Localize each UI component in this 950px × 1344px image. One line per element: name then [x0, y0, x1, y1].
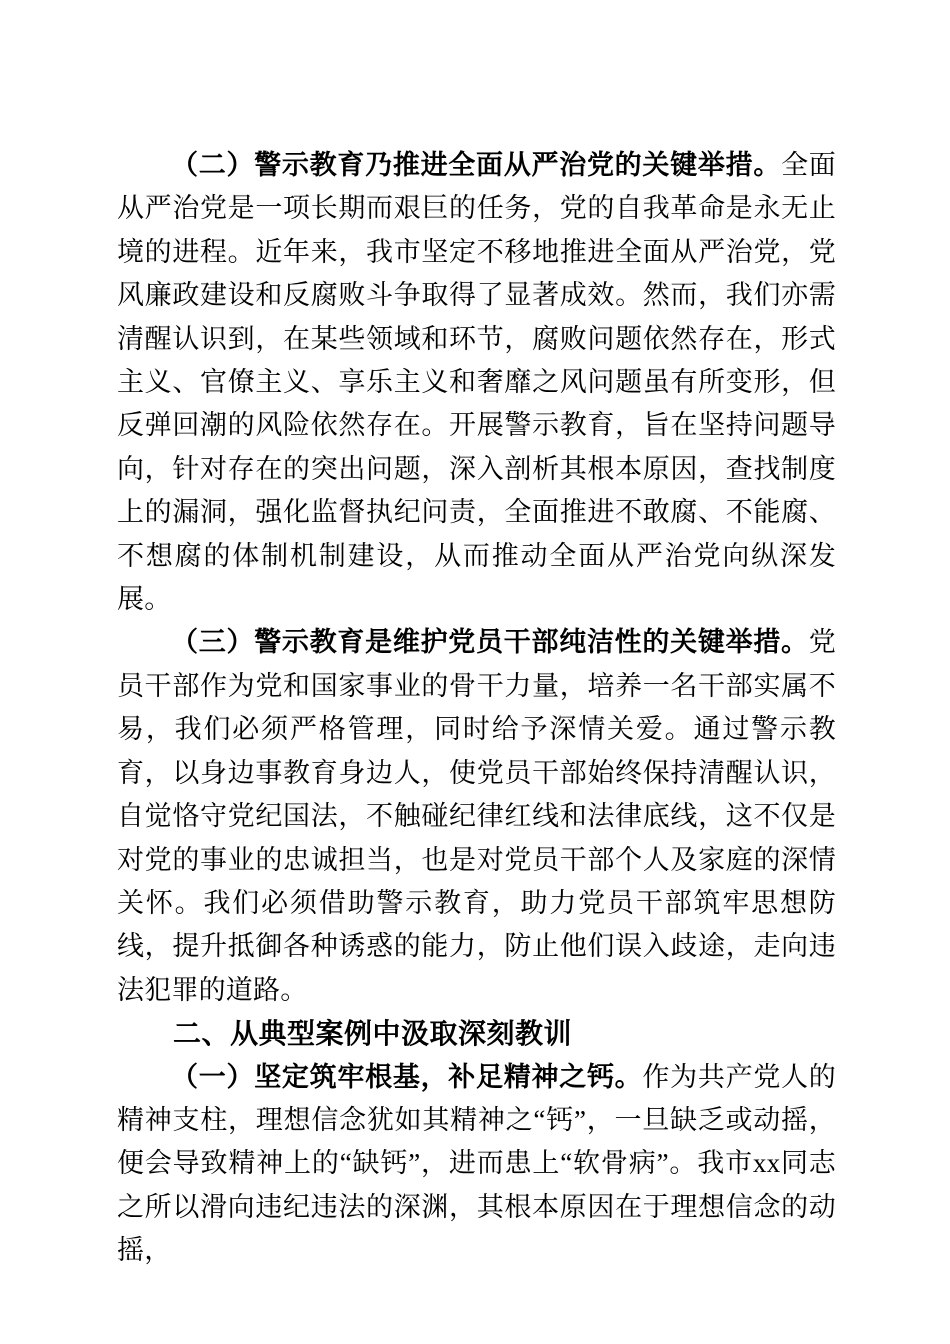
paragraph-lead: （一）坚定筑牢根基，补足精神之钙。	[171, 1061, 643, 1092]
section-heading: 二、从典型案例中汲取深刻教训	[173, 1018, 573, 1050]
paragraph	[117, 144, 836, 621]
document-content	[117, 144, 836, 1273]
paragraph	[117, 1056, 836, 1273]
paragraph-lead: （二）警示教育乃推进全面从严治党的关键举措。	[171, 150, 782, 180]
paragraph-text: 作为共产党人的精神支柱，理想信念犹如其精神之“钙”，一旦缺乏或动摇，便会导致精神上的“缺钙”，进而患上“软骨病”。我市xx同志之所以滑向违纪违法的深渊，其根本原因在于理想信念的动摇，	[117, 1061, 837, 1266]
paragraph-text: 全面从严治党是一项长期而艰巨的任务，党的自我革命是永无止境的进程。近年来，我市坚定不移地推进全面从严治党，党风廉政建设和反腐败斗争取得了显著成效。然而，我们亦需清醒认识到，在某些领域和环节，腐败问题依然存在，形式主义、官僚主义、享乐主义和奢靡之风问题虽有所变形，但反弹回潮的风险依然存在。开展警示教育，旨在坚持问题导向，针对存在的突出问题，深入剖析其根本原因，查找制度上的漏洞，强化监督执纪问责，全面推进不敢腐、不能腐、不想腐的体制机制建设，从而推动全面从严治党向纵深发展。	[117, 150, 836, 615]
paragraph	[117, 621, 836, 1012]
paragraph-text: 党员干部作为党和国家事业的骨干力量，培养一名干部实属不易，我们必须严格管理，同时给予深情关爱。通过警示教育，以身边事教育身边人，使党员干部始终保持清醒认识，自觉恪守党纪国法，不触碰纪律红线和法律底线，这不仅是对党的事业的忠诚担当，也是对党员干部个人及家庭的深情关怀。我们必须借助警示教育，助力党员干部筑牢思想防线，提升抵御各种诱惑的能力，防止他们误入歧途，走向违法犯罪的道路。	[117, 627, 836, 1005]
paragraph-lead: （三）警示教育是维护党员干部纯洁性的关键举措。	[171, 627, 809, 658]
